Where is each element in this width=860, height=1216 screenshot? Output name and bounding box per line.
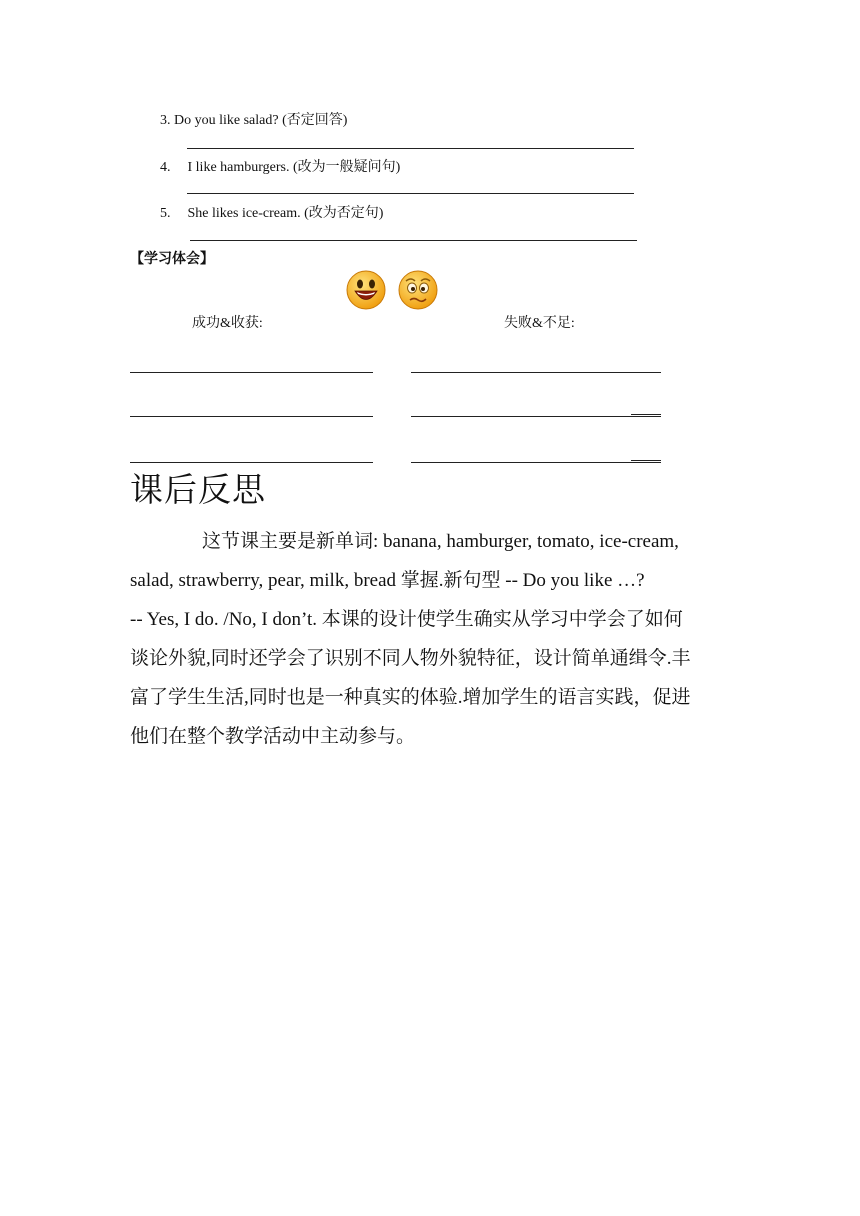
paragraph-line: 他们在整个教学活动中主动参与。 xyxy=(130,726,416,747)
reflection-paragraph xyxy=(130,522,740,756)
worried-face-icon xyxy=(398,270,438,310)
failure-line-1[interactable] xyxy=(411,372,661,373)
failure-line-3-extension xyxy=(631,460,661,461)
happy-face-icon xyxy=(346,270,386,310)
after-class-reflection-title: 课后反思 xyxy=(130,470,266,509)
exercise-3-number: 3. xyxy=(160,113,171,128)
failure-line-3[interactable] xyxy=(411,462,661,463)
paragraph-line: 这节课主要是新单词: banana, hamburger, tomato, ice-cream, xyxy=(202,531,679,552)
exercise-3 xyxy=(160,109,347,129)
success-line-3[interactable] xyxy=(130,462,373,463)
exercise-4-answer-line[interactable] xyxy=(187,193,634,194)
study-reflection-heading: 【学习体会】 xyxy=(130,251,214,267)
exercise-5 xyxy=(160,202,383,222)
success-line-1[interactable] xyxy=(130,372,373,373)
failure-label: 失败&不足: xyxy=(504,316,575,331)
success-line-2[interactable] xyxy=(130,416,373,417)
exercise-4 xyxy=(160,156,400,176)
failure-line-2[interactable] xyxy=(411,416,661,417)
exercise-3-text: Do you like salad? (否定回答) xyxy=(174,113,348,128)
paragraph-line: salad, strawberry, pear, milk, bread 掌握.新句型 -- Do you like …? xyxy=(130,570,645,591)
exercise-4-text: I like hamburgers. (改为一般疑问句) xyxy=(187,160,401,175)
exercise-4-number: 4. xyxy=(160,160,171,175)
failure-line-2-extension xyxy=(631,414,661,415)
exercise-3-answer-line[interactable] xyxy=(187,148,634,149)
paragraph-line: 富了学生生活,同时也是一种真实的体验.增加学生的语言实践，促进 xyxy=(130,687,691,708)
paragraph-line: -- Yes, I do. /No, I don’t. 本课的设计使学生确实从学习中学会了如何 xyxy=(130,609,683,630)
exercise-5-number: 5. xyxy=(160,206,171,221)
success-label: 成功&收获: xyxy=(192,316,263,331)
paragraph-line: 谈论外貌,同时还学会了识别不同人物外貌特征，设计简单通缉令.丰 xyxy=(130,648,691,669)
exercise-5-text: She likes ice-cream. (改为否定句) xyxy=(187,206,384,221)
exercise-5-answer-line[interactable] xyxy=(190,240,637,241)
